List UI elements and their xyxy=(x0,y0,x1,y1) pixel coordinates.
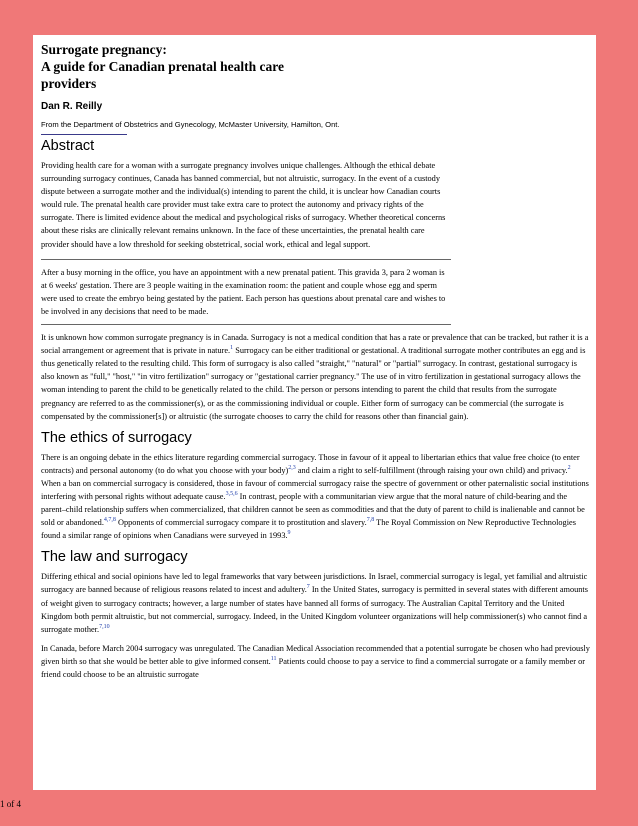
divider xyxy=(41,324,451,325)
intro-paragraph xyxy=(41,331,590,423)
text-run: When a ban on commercial surrogacy is considered, those in favour of commercial surrogacy raise the spectre of government or other paternalistic social institutions interfering with personal rights without adequate cause. xyxy=(41,478,589,501)
text-run: and claim a right to self-fulfillment (through raising your own child) and privacy. xyxy=(295,465,568,475)
text-run: Patients could choose to pay a service to find a commercial surrogate or a family member or friend could choose to be an altruistic surrogate xyxy=(41,656,586,679)
article-title xyxy=(41,41,590,92)
document-page xyxy=(33,35,596,790)
text-run: It is unknown how common surrogate pregnancy is in Canada. Surrogacy is not a medical condition that has a rate or prevalence that can be tracked, but rather it is a social arrangement or agreement that is private in nature. xyxy=(41,333,589,356)
text-run: In contrast, people with a communitarian view argue that the moral nature of child-bearing and the parent–child relationship suffers when commercialized, that children cannot be seen as commodities and that the duty of parent to child is inalienable and cannot be sold or abandoned. xyxy=(41,491,585,528)
ethics-paragraph xyxy=(41,451,590,543)
divider xyxy=(41,259,451,260)
law-heading: The law and surrogacy xyxy=(41,549,188,566)
ethics-heading: The ethics of surrogacy xyxy=(41,429,192,446)
citation-link[interactable]: 9 xyxy=(287,530,291,537)
abstract xyxy=(41,159,590,251)
law-paragraph xyxy=(41,570,590,635)
title-line: Surrogate pregnancy: xyxy=(41,42,167,57)
citation-link[interactable]: 7,10 xyxy=(99,623,110,630)
affiliation: From the Department of Obstetrics and Gynecology, McMaster University, Hamilton, Ont. xyxy=(41,120,340,129)
citation-link[interactable]: 7,8 xyxy=(366,517,375,524)
text-run: There is an ongoing debate in the ethics literature regarding commercial surrogacy. Those in favour of it appeal to libertarian ethics that value free choice (to enter contracts) and personal autonomy (to do what you choose with your body) xyxy=(41,452,580,475)
case-text: After a busy morning in the office, you have an appointment with a new prenatal patient. This gravida 3, para 2 woman is at 6 weeks' gestation. There are 3 people waiting in the examination room: the patient and couple whose egg and sperm were used to create the embryo being gestated by the patient. Each person has questions about prenatal care and wishes to be involved in any decisions that need to be made. xyxy=(41,267,446,316)
citation-link[interactable]: 11 xyxy=(270,656,277,663)
title-line: A guide for Canadian prenatal health care xyxy=(41,59,285,74)
abstract-text: Providing health care for a woman with a surrogate pregnancy involves unique challenges. Although the ethical debate surrounding surrogacy continues, Canada has banned commercial, but not altruistic, surrogacy. In the event of a custody dispute between a surrogate mother and the individual(s) intending to parent the child, it is unclear how Canadian courts would rule. The prenatal health care provider must take extra care to protect the autonomy and privacy rights of the surrogate. There is limited evidence about the medical and psychological risks of surrogacy. Whether theoretical concerns about these risks are clinically relevant remains unknown. In the face of these uncertainties, the prenatal health care provider should have a low threshold for seeking obstetrical, social work, ethical and legal support. xyxy=(41,161,446,249)
author: Dan R. Reilly xyxy=(41,101,103,112)
title-line: providers xyxy=(41,76,97,91)
text-run: The Royal Commission on New Reproductive Technologies found a similar range of opinions when Canadians were surveyed in 1993. xyxy=(41,518,576,541)
divider xyxy=(41,134,127,135)
text-run: In Canada, before March 2004 surrogacy was unregulated. The Canadian Medical Association recommended that a potential surrogate be chosen who had previously given birth so that she would be better able to give informed consent. xyxy=(41,643,590,666)
canada-paragraph xyxy=(41,642,590,681)
citation-link[interactable]: 3,5,6 xyxy=(225,491,238,498)
text-run: Differing ethical and social opinions have led to legal frameworks that vary between jurisdictions. In Israel, commercial surrogacy is legal, yet familial and altruistic surrogacy are banned because of religious reasons related to incest and adultery. xyxy=(41,572,588,595)
abstract-heading: Abstract xyxy=(41,138,95,154)
citation-link[interactable]: 7 xyxy=(306,584,310,591)
body-text xyxy=(41,331,590,681)
text-run: In the United States, surrogacy is permitted in several states with different amounts of weight given to surrogacy contracts; however, a large number of states have banned all forms of surrogacy. The Australian Capital Territory and the United Kingdom both permit altruistic, but not commercial, surrogacy. Indeed, in the United Kingdom volunteer organizations will help commissioner(s) who cannot find a surrogate mother. xyxy=(41,585,588,634)
text-run: Opponents of commercial surrogacy compare it to prostitution and slavery. xyxy=(115,518,367,528)
page-number: 1 of 4 xyxy=(0,799,21,809)
citation-link[interactable]: 2 xyxy=(567,465,571,472)
text-run: Surrogacy can be either traditional or gestational. A traditional surrogate mother contributes an egg and is thus genetically related to the resulting child. This form of surrogacy is also called "straight," "natural" or "partial" surrogacy. In contrast, gestational surrogacy is also known as "full," "host," "in vitro fertilization" surrogacy or "gestational carrier pregnancy." The use of in vitro fertilization in gestational surrogacy allows the woman intending to parent the child to be genetically related to the child. The person or persons intending to parent the child that results from the surrogate pregnancy are referred to as the commissioner(s), or as the commissioning individual or couple. Either form of surrogacy can be commercial (the surrogate is compensated by the commissioner[s]) or altruistic (the surrogate chooses to carry the child for reasons other than financial gain). xyxy=(41,346,586,421)
citation-link[interactable]: 4,7,8 xyxy=(103,517,116,524)
citation-link[interactable]: 2,3 xyxy=(288,465,296,472)
citation-link[interactable]: 1 xyxy=(230,345,234,352)
